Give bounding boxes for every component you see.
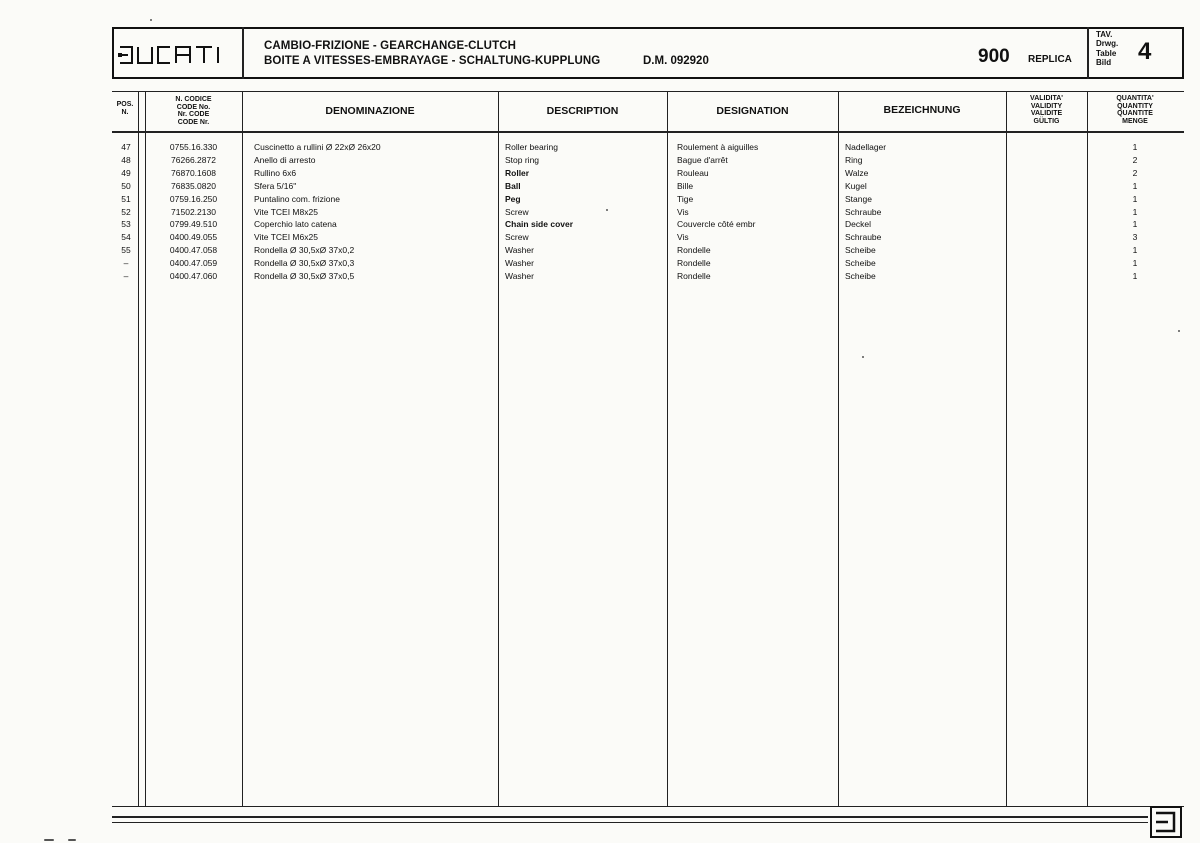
row-pos: 47 xyxy=(121,142,131,152)
row-designation: Vis xyxy=(677,206,689,217)
row-designation: Bague d'arrêt xyxy=(677,154,728,165)
row-denominazione: Cuscinetto a rullini Ø 22xØ 26x20 xyxy=(254,142,381,152)
scan-speck xyxy=(862,356,864,358)
row-denominazione: Coperchio lato catena xyxy=(254,219,337,230)
row-code: 0400.47.059 xyxy=(169,258,218,269)
row-pos: 54 xyxy=(121,232,131,243)
row-code: 76266.2872 xyxy=(171,154,216,165)
row-pos: – xyxy=(123,258,129,269)
row-designation: Couvercle côté embr xyxy=(677,219,756,230)
row-denominazione: Rondella Ø 30,5xØ 37x0,5 xyxy=(254,271,355,281)
row-pos: 52 xyxy=(121,206,131,217)
col-header-description: DESCRIPTION xyxy=(546,105,619,117)
row-designation: Tige xyxy=(677,193,694,204)
row-bezeichnung: Schraube xyxy=(845,206,882,217)
row-designation: Rondelle xyxy=(677,245,711,256)
row-quantity: 1 xyxy=(1132,258,1138,269)
col-rule-bez xyxy=(838,91,839,806)
row-description: Washer xyxy=(505,258,534,269)
row-description: Washer xyxy=(505,245,534,256)
row-description: Screw xyxy=(505,206,529,217)
row-quantity: 1 xyxy=(1132,245,1138,256)
model-suffix: REPLICA xyxy=(1028,54,1072,65)
col-header-code: N. CODICE CODE No. Nr. CODE CODE Nr. xyxy=(175,96,212,126)
col-header-pos: POS. N. xyxy=(116,101,134,116)
title-line-2: BOITE A VITESSES-EMBRAYAGE - SCHALTUNG-KUPPLUNG xyxy=(264,55,601,67)
row-denominazione: Puntalino com. frizione xyxy=(254,193,340,204)
row-quantity: 1 xyxy=(1132,142,1138,152)
model-number: 900 xyxy=(978,46,1010,67)
footer-rule-1 xyxy=(112,816,1148,818)
table-label: TAV. Drwg. Table Bild xyxy=(1096,30,1119,67)
col-rule-pos xyxy=(138,91,139,806)
row-quantity: 1 xyxy=(1132,271,1138,281)
scan-speck xyxy=(150,19,152,21)
row-code: 0759.16.250 xyxy=(169,193,218,204)
row-code: 71502.2130 xyxy=(171,206,216,217)
row-bezeichnung: Scheibe xyxy=(845,245,876,256)
row-quantity: 3 xyxy=(1132,232,1138,243)
row-code: 0400.47.060 xyxy=(169,271,218,281)
ducati-logo xyxy=(118,43,236,67)
table-number: 4 xyxy=(1138,38,1152,65)
scan-speck xyxy=(1178,330,1180,332)
row-code: 76835.0820 xyxy=(171,180,216,191)
row-bezeichnung: Scheibe xyxy=(845,258,876,269)
row-bezeichnung: Deckel xyxy=(845,219,871,230)
row-designation: Rondelle xyxy=(677,271,711,281)
row-description: Roller bearing xyxy=(505,142,558,152)
row-pos: 48 xyxy=(121,154,131,165)
row-quantity: 2 xyxy=(1132,154,1138,165)
row-designation: Rouleau xyxy=(677,167,709,178)
row-description: Screw xyxy=(505,232,529,243)
scan-speck xyxy=(44,839,54,841)
row-description: Washer xyxy=(505,271,534,281)
col-header-quantity: QUANTITA' QUANTITY QUANTITE MENGE xyxy=(1116,95,1154,125)
row-designation: Rondelle xyxy=(677,258,711,269)
row-denominazione: Anello di arresto xyxy=(254,154,316,165)
row-quantity: 1 xyxy=(1132,206,1138,217)
brand-text: DUCATI xyxy=(118,43,122,44)
row-denominazione: Rullino 6x6 xyxy=(254,167,297,178)
footer-rule-2 xyxy=(112,822,1148,823)
col-header-denominazione: DENOMINAZIONE xyxy=(325,105,415,117)
row-quantity: 1 xyxy=(1132,219,1138,230)
row-bezeichnung: Scheibe xyxy=(845,271,876,281)
row-bezeichnung: Kugel xyxy=(845,180,867,191)
footer-logo-mark xyxy=(1150,806,1182,838)
col-rule-validity xyxy=(1006,91,1007,806)
row-bezeichnung: Nadellager xyxy=(845,142,887,152)
col-rule-desig xyxy=(667,91,668,806)
row-bezeichnung: Ring xyxy=(845,154,863,165)
row-pos: 50 xyxy=(121,180,131,191)
row-code: 0799.49.510 xyxy=(169,219,218,230)
col-header-validity: VALIDITA' VALIDITY VALIDITE GÜLTIG xyxy=(1030,95,1063,125)
row-description: Roller xyxy=(505,167,530,178)
row-designation: Roulement à aiguilles xyxy=(677,142,759,152)
row-quantity: 2 xyxy=(1132,167,1138,178)
row-bezeichnung: Walze xyxy=(845,167,869,178)
col-header-bezeichnung: BEZEICHNUNG xyxy=(883,104,961,116)
table-header-rule xyxy=(112,131,1184,133)
row-designation: Vis xyxy=(677,232,689,243)
table-bottom-rule xyxy=(112,806,1184,807)
col-rule-den xyxy=(242,91,243,806)
title-line-1: CAMBIO-FRIZIONE - GEARCHANGE-CLUTCH xyxy=(264,40,517,52)
row-quantity: 1 xyxy=(1132,193,1138,204)
header-box xyxy=(112,27,1184,79)
row-pos: – xyxy=(123,271,129,281)
scan-speck xyxy=(606,209,608,211)
row-pos: 55 xyxy=(121,245,131,256)
header-divider-tav xyxy=(1087,27,1089,79)
col-header-designation: DESIGNATION xyxy=(716,105,789,117)
table-top-rule xyxy=(112,91,1184,92)
row-code: 76870.1608 xyxy=(171,167,216,178)
col-rule-desc xyxy=(498,91,499,806)
row-description: Stop ring xyxy=(505,154,540,165)
row-quantity: 1 xyxy=(1132,180,1138,191)
row-description: Chain side cover xyxy=(505,219,574,230)
row-description: Peg xyxy=(505,193,521,204)
row-denominazione: Vite TCEI M8x25 xyxy=(254,206,318,217)
row-bezeichnung: Stange xyxy=(845,193,872,204)
row-denominazione: Rondella Ø 30,5xØ 37x0,2 xyxy=(254,245,355,256)
row-description: Ball xyxy=(505,180,521,191)
row-code: 0400.49.055 xyxy=(169,232,218,243)
scan-speck xyxy=(68,839,76,841)
row-designation: Bille xyxy=(677,180,694,191)
row-denominazione: Sfera 5/16" xyxy=(254,180,297,191)
row-pos: 53 xyxy=(121,219,131,230)
row-denominazione: Rondella Ø 30,5xØ 37x0,3 xyxy=(254,258,355,269)
row-code: 0755.16.330 xyxy=(169,142,218,152)
row-pos: 51 xyxy=(121,193,131,204)
row-code: 0400.47.058 xyxy=(169,245,218,256)
drawing-number: D.M. 092920 xyxy=(643,55,709,67)
row-pos: 49 xyxy=(121,167,131,178)
row-bezeichnung: Schraube xyxy=(845,232,882,243)
header-divider-logo xyxy=(242,27,244,79)
row-denominazione: Vite TCEI M6x25 xyxy=(254,232,318,243)
